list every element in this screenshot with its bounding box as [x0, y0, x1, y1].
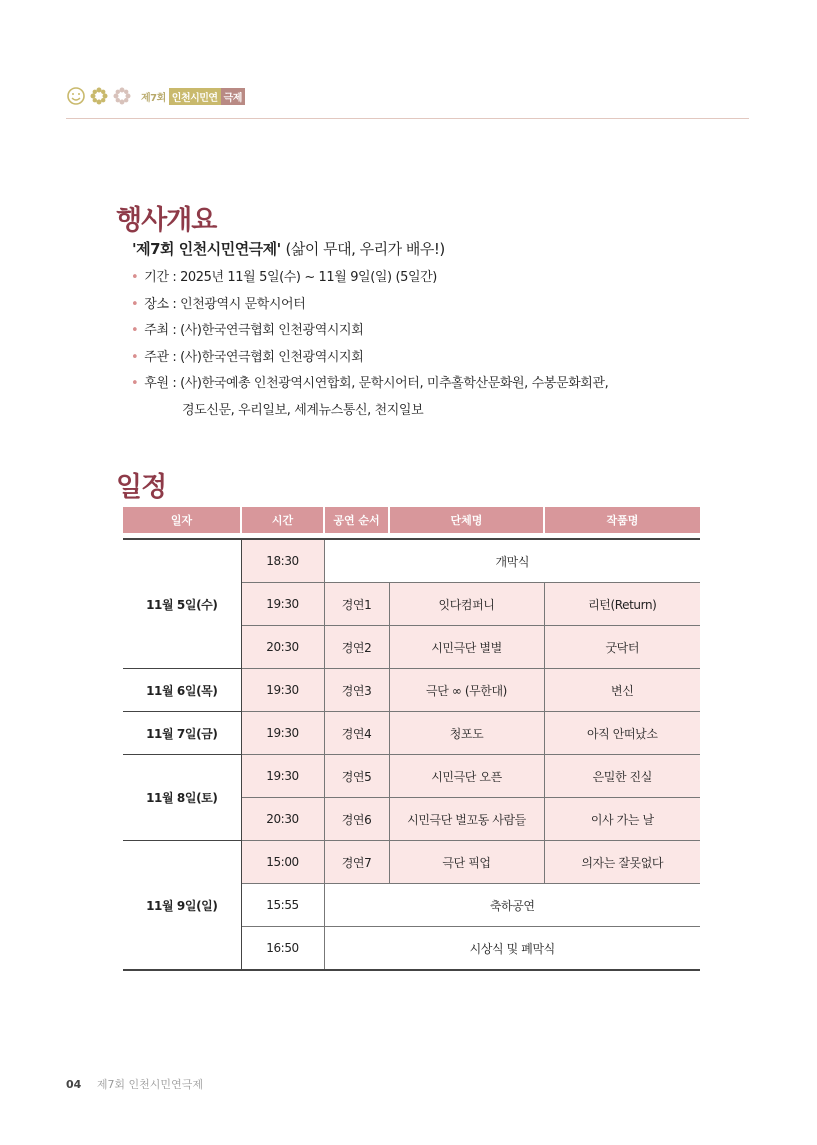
- item-value: (사)한국연극협회 인천광역시지회: [180, 349, 364, 365]
- order-cell: 경연4: [324, 712, 389, 755]
- title-cell: 은밀한 진실: [544, 755, 700, 798]
- column-header: 단체명: [389, 507, 544, 533]
- time-cell: 20:30: [241, 626, 324, 669]
- item-separator: :: [168, 296, 181, 312]
- time-cell: 19:30: [241, 669, 324, 712]
- title-cell: 변신: [544, 669, 700, 712]
- group-cell: 잇다컴퍼니: [389, 583, 544, 626]
- item-label: 주최: [144, 323, 169, 338]
- item-separator: :: [168, 270, 181, 285]
- item-value: 2025년 11월 5일(수) ~ 11월 9일(일) (5일간): [180, 270, 437, 285]
- column-header: 시간: [241, 507, 324, 533]
- list-item: [131, 318, 608, 345]
- order-cell: 경연6: [324, 798, 389, 841]
- title-cell: 굿닥터: [544, 626, 700, 669]
- column-header: 작품명: [544, 507, 700, 533]
- festival-title: [132, 238, 445, 259]
- logo-text: 제7회: [141, 92, 166, 104]
- festival-name: '제7회 인천시민연극제': [132, 240, 281, 258]
- time-cell: 19:30: [241, 712, 324, 755]
- group-cell: 청포도: [389, 712, 544, 755]
- page-footer: [66, 1076, 203, 1092]
- bullet-icon: •: [131, 323, 139, 338]
- event-cell: 시상식 및 폐막식: [324, 927, 700, 971]
- date-cell: 11월 9일(일): [123, 841, 241, 971]
- group-cell: 극단 픽업: [389, 841, 544, 884]
- title-cell: 이사 가는 날: [544, 798, 700, 841]
- item-value: (사)한국연극협회 인천광역시지회: [180, 323, 364, 338]
- logo-text: 인천시민연: [169, 88, 221, 105]
- order-cell: 경연5: [324, 755, 389, 798]
- header-divider: [66, 118, 749, 119]
- title-cell: 아직 안떠났소: [544, 712, 700, 755]
- item-separator: :: [168, 376, 181, 391]
- order-cell: 경연3: [324, 669, 389, 712]
- schedule-heading: 일정: [116, 472, 167, 503]
- time-cell: 15:00: [241, 841, 324, 884]
- time-cell: 19:30: [241, 755, 324, 798]
- item-separator: :: [168, 323, 181, 338]
- order-cell: 경연2: [324, 626, 389, 669]
- festival-subtitle: (삶이 무대, 우리가 배우!): [285, 240, 445, 258]
- logo-text: 극제: [221, 88, 245, 105]
- item-value: 인천광역시 문학시어터: [180, 296, 306, 312]
- title-cell: 의자는 잘못없다: [544, 841, 700, 884]
- item-label: 기간: [144, 270, 169, 285]
- column-header: 일자: [123, 507, 241, 533]
- date-cell: 11월 5일(수): [123, 539, 241, 669]
- table-row: [123, 539, 700, 583]
- overview-heading: 행사개요: [116, 205, 217, 236]
- bullet-icon: •: [131, 376, 139, 391]
- list-item-continuation: 경도신문, 우리일보, 세계뉴스통신, 천지일보: [182, 402, 424, 418]
- smiley-icon: [66, 86, 86, 106]
- table-row: [123, 669, 700, 712]
- page-number: 04: [66, 1078, 82, 1091]
- group-cell: 시민극단 오픈: [389, 755, 544, 798]
- flower-icon: [89, 86, 109, 106]
- time-cell: 16:50: [241, 927, 324, 971]
- group-cell: 극단 ∞ (무한대): [389, 669, 544, 712]
- schedule-table: [123, 507, 700, 971]
- item-value: (사)한국예총 인천광역시연합회, 문학시어터, 미추홀학산문화원, 수봉문화회관,: [180, 376, 609, 391]
- time-cell: 15:55: [241, 884, 324, 927]
- list-item: [131, 292, 608, 319]
- table-row: [123, 755, 700, 798]
- column-header: 공연 순서: [324, 507, 389, 533]
- event-cell: 축하공연: [324, 884, 700, 927]
- group-cell: 시민극단 별별: [389, 626, 544, 669]
- time-cell: 18:30: [241, 539, 324, 583]
- table-header-row: [123, 507, 700, 533]
- order-cell: 경연1: [324, 583, 389, 626]
- order-cell: 경연7: [324, 841, 389, 884]
- time-cell: 19:30: [241, 583, 324, 626]
- table-row: [123, 841, 700, 884]
- date-cell: 11월 8일(토): [123, 755, 241, 841]
- overview-list: [131, 265, 608, 424]
- item-label: 후원: [144, 376, 169, 391]
- list-item: [131, 345, 608, 372]
- title-cell: 리턴(Return): [544, 583, 700, 626]
- event-cell: 개막식: [324, 539, 700, 583]
- bullet-icon: •: [131, 270, 139, 285]
- list-item: [131, 265, 608, 292]
- bullet-icon: •: [131, 296, 139, 312]
- flower-icon: [112, 86, 132, 106]
- item-separator: :: [168, 349, 181, 365]
- table-row: [123, 712, 700, 755]
- list-item: [131, 371, 608, 398]
- bullet-icon: •: [131, 349, 139, 365]
- date-cell: 11월 6일(목): [123, 669, 241, 712]
- running-title: 제7회 인천시민연극제: [96, 1078, 203, 1091]
- group-cell: 시민극단 벌꼬동 사람들: [389, 798, 544, 841]
- item-label: 장소: [144, 296, 169, 312]
- header-logo: [66, 85, 245, 107]
- date-cell: 11월 7일(금): [123, 712, 241, 755]
- item-label: 주관: [144, 349, 169, 365]
- time-cell: 20:30: [241, 798, 324, 841]
